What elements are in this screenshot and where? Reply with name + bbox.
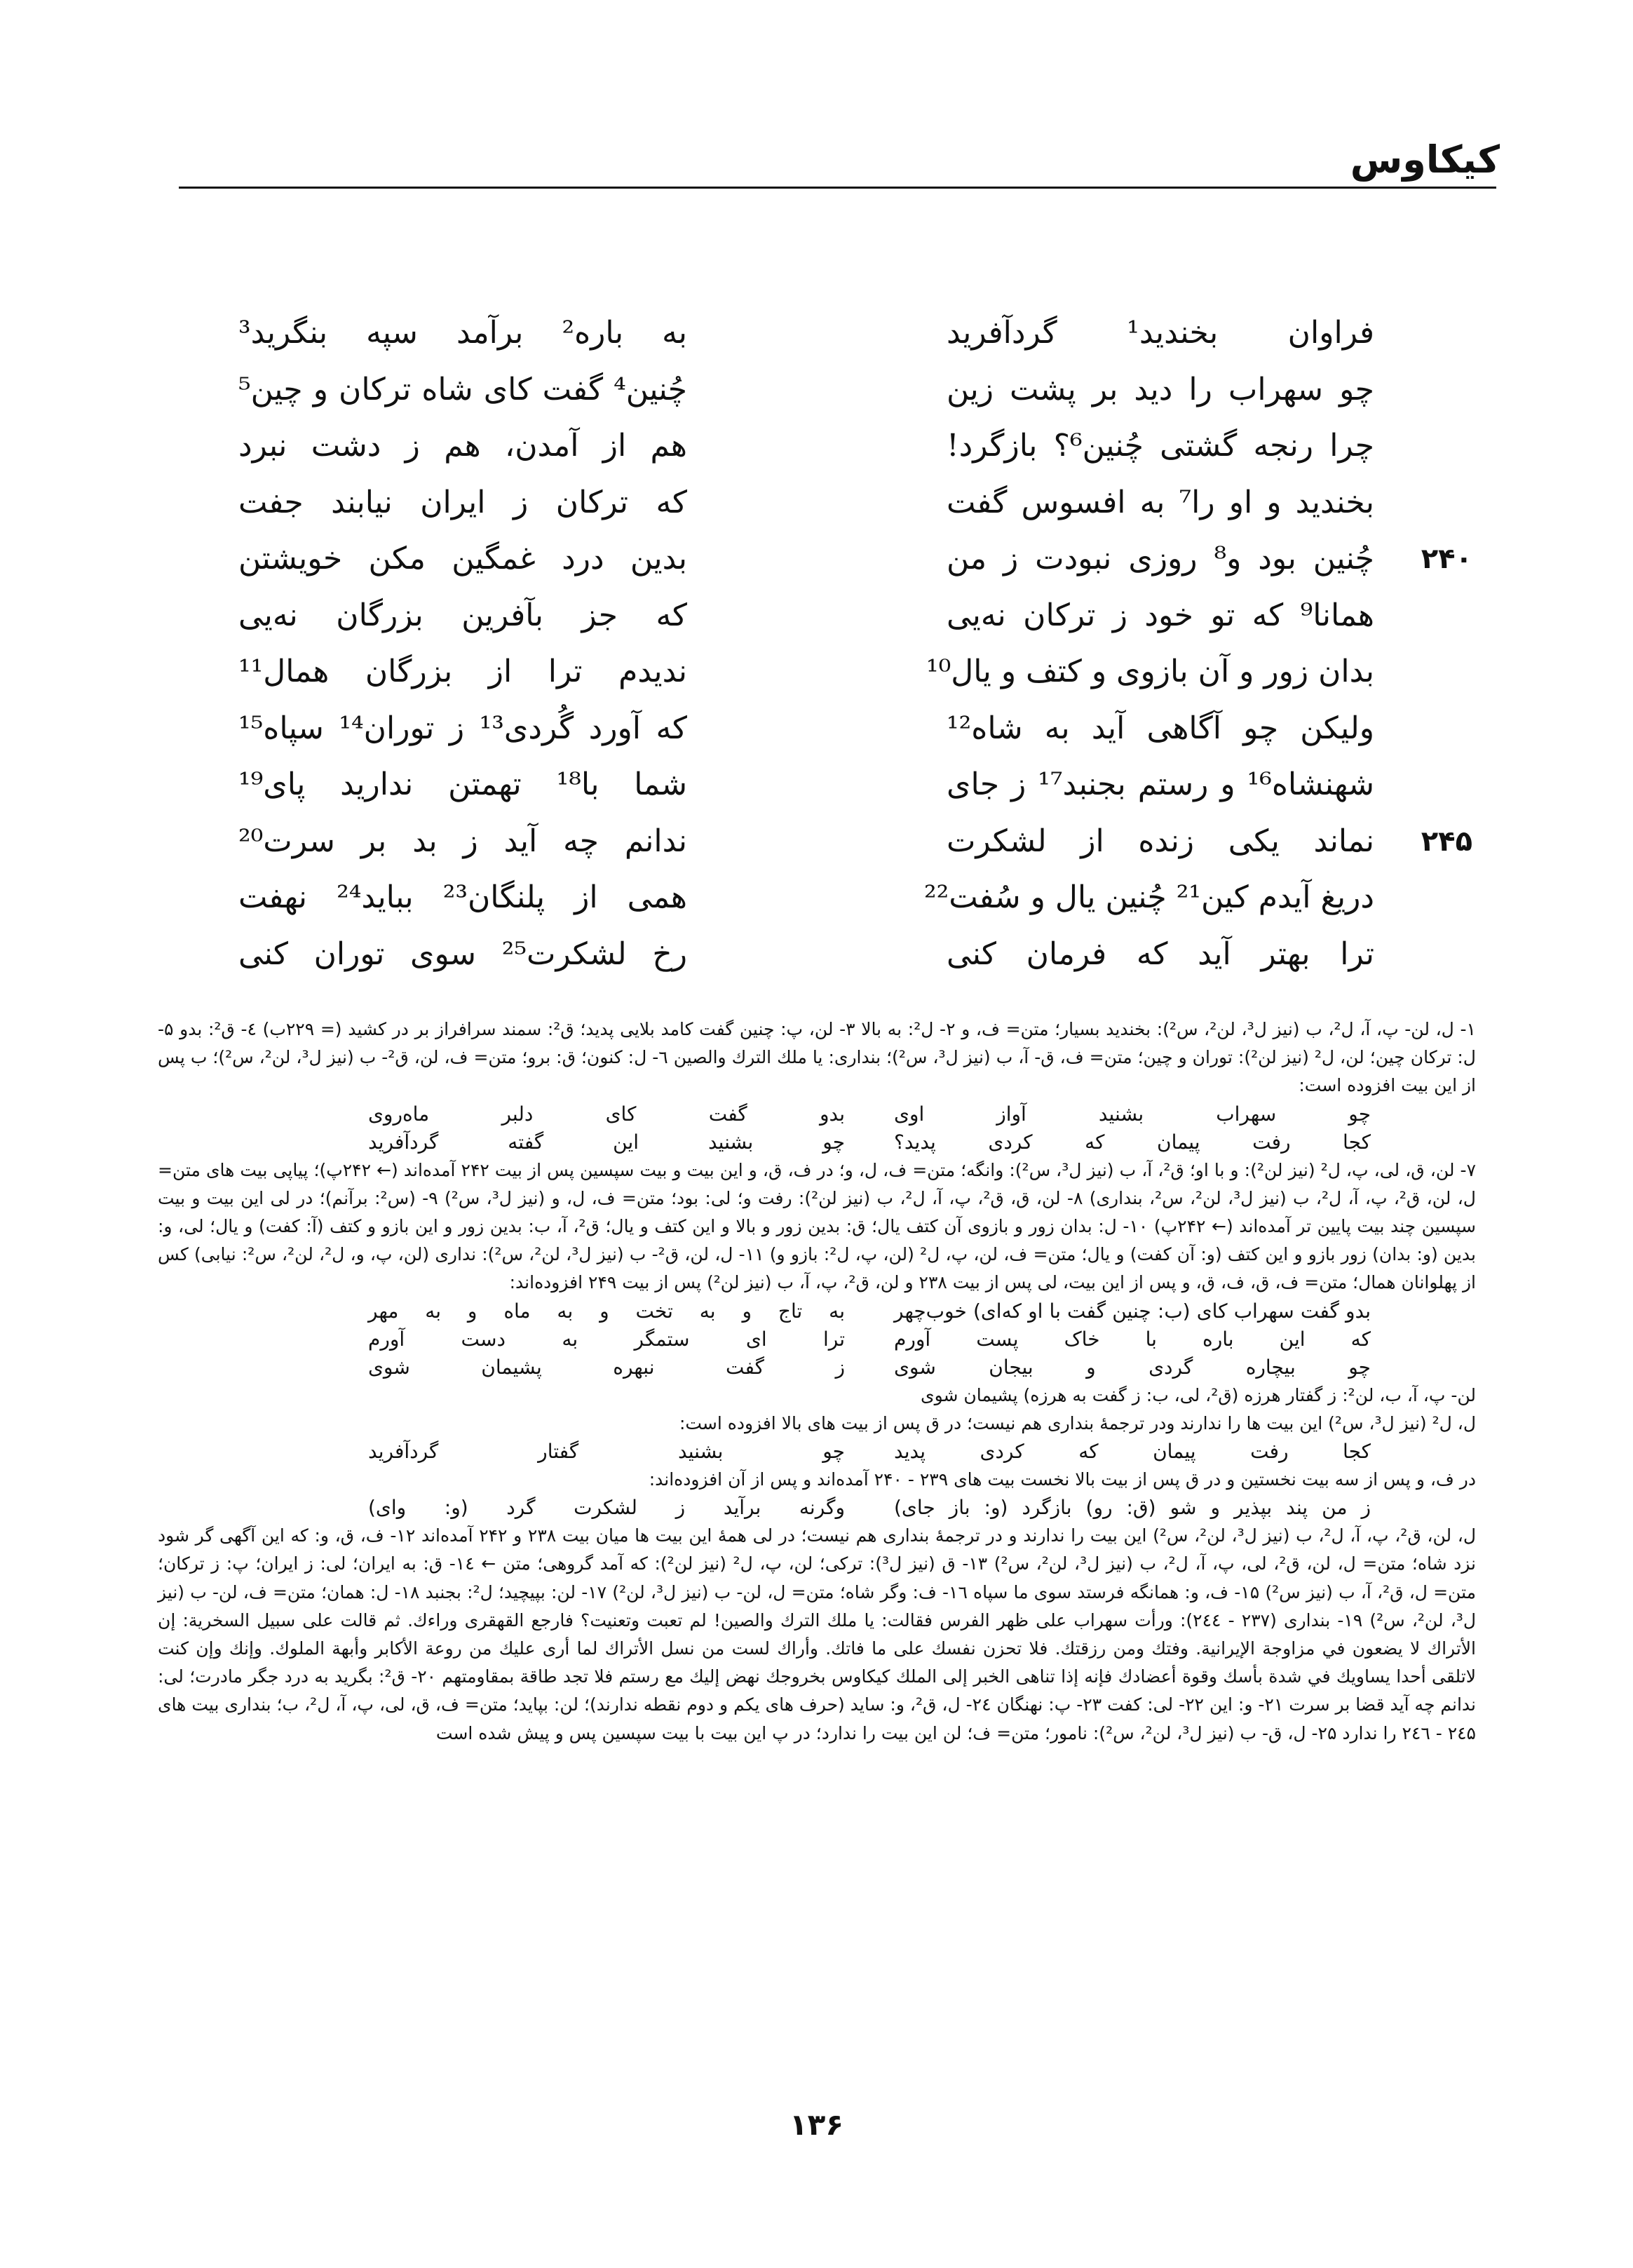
footnote-paragraph: ل، ل² (نیز ل³، س²) این بیت ها را ندارند ودر ترجمهٔ بنداری هم نیست؛ در ق پس از بیت های بالا افزوده است:	[679, 1412, 1476, 1433]
verse-line	[231, 644, 1451, 701]
footnote-verse	[368, 1494, 1371, 1522]
footnote-verse	[368, 1325, 1371, 1354]
footnote-paragraph: ل، لن، ق²، پ، آ، ل²، ب (نیز ل³، لن²، س²) این بیت را ندارند و در ترجمهٔ بنداری هم نیست؛ در لی همهٔ این بیت ها میان بیت ۲۳۸ و ۲۴۲ آمده‌اند ۱۲- ف، ق، و: که این آگهی گر شود نزد شاه؛ متن= ل، لن، ق²، لی، پ، آ، ل²، ب (نیز ل³، لن²، س²) ۱۳- ق (نیز ل³): ترکی؛ لن، پ، ل² (نیز لن²): که آمد گروهی؛ متن ← ۱٤- ق: به ایران؛ لی: ز ایران؛ پ: ز ترکان؛ متن= ل، ق²، آ، ب (نیز س²) ۱۵- ف، و: همانگه فرستد سوی ما سپاه ۱٦- ف: وگر شاه؛ متن= ل، لن- ب (نیز ل³، لن²) ۱۷- لن: بپیچید؛ ل²: بجنبد ۱۸- ل: همان؛ متن= ف، لن- ب (نیز ل³، لن²، س²) ۱۹- بنداری (۲۳۷ - ۲٤٤): ورأت سهراب على ظهر الفرس فقالت: يا ملك الترك والصين! لم تعبت وتعنيت؟ فارجع القهقرى وراءك. ثم قالت على سبيل السخرية: إن الأتراك لا يضعون في مزاوجة الإيرانية. وفتك ومن رزقتك. فلا تحزن نفسك على ما فاتك. وأراك لست من نسل الأتراك لما أرى عليك من روعة الأكابر وأبهة الملوك. وإنك وإن كنت لاتلقى أحدا يساويك في شدة بأسك وقوة أعضادك فإنه إذا تناهى الخبر إلى الملك كيكاوس بخروجك نهض إليك مع رستم فلا تجد طاقة بمقاومتهم ۲۰- ق²: بگرید به درد جگر مادرت؛ لی: ندانم چه آید قضا بر سرت ۲۱- و: این ۲۲- لی: کفت ۲۳- پ: نهنگان ۲٤- ل، ق²، و: ساید (حرف های یکم و دوم نقطه ندارند)؛ لن: بپاید؛ متن= ف، ق، لی، پ، آ، ل²، ب؛ بنداری بیت های ۲٤۵ - ۲٤٦ را ندارد ۲۵- ل، ق- ب (نیز ل³، لن²، س²): نامور؛ متن= ف؛ لن این بیت را ندارد؛ در پ این بیت با بیت سپسین پس و پیش شده است	[158, 1525, 1477, 1743]
hemistich-left: که آورد گُردی¹³ ز توران¹⁴ سپاه¹⁵	[238, 710, 687, 746]
verse-number: ۲۴۰	[1421, 543, 1472, 575]
footnote-paragraph: ۷- لن، ق، لی، پ، ل² (نیز لن²): و با او؛ ق²، آ، ب (نیز ل³، س²): وانگه؛ متن= ف، ل، و؛ در ف، ق، و این بیت و بیت سپسین پس از بیت ۲۴۲ آمده‌اند (← ۲۴۲پ)؛ پیاپی بیت های متن= ل، لن، ق²، پ، آ، ل²، ب (نیز ل³، لن²، س²، بنداری) ۸- لن، ق، ق²، پ، آ، ل²، ب (نیز لن²): رفت و؛ لی: بود؛ متن= ف، ل، و (نیز ل³، س²) ۹- (س²: برآنم)؛ در لی این بیت و بیت سپسین چند بیت پایین تر آمده‌اند (← ۲۴۲پ) ۱۰- ل: بدان زور و بازوی آن کتف یال؛ ق: بدین زور و بالا و این کتف و یال؛ ق²، آ، ب: بدین زور و این بازو و کتف (آ: کفت) و یال؛ لی، و: بدین (و: بدان) زور بازو و این کتف (و: آن کفت) و یال؛ متن= ف، لن، پ، ل² (لن، پ، ل²: بازو و) ۱۱- ل، لن، ق²- ب (نیز ل³، لن²، س²): نداری (لن، پ، و، ل²، لن²، س²: نیابی) کس از پهلوانان همال؛ متن= ف، ق، ف، ق، و پس از این بیت، لی پس از بیت ۲۳۸ و لن، ق²، پ، آ، ب (نیز لن²) پس از بیت ۲۴۹ افزوده‌اند:	[158, 1159, 1476, 1293]
footnote-hemistich: کجا رفت پیمان که کردی پدید؟	[894, 1130, 1371, 1154]
hemistich-left: چُنین⁴ گفت کای شاه ترکان و چین⁵	[238, 371, 687, 407]
footnote-hemistich: بدو گفت سهراب کای (ب: چنین گفت با او که‌ای) خوب‌چهر	[894, 1299, 1371, 1323]
hemistich-right: فراوان بخندید¹ گردآفرید	[947, 315, 1374, 351]
footnote-hemistich: بدو گفت کای دلبر ماه‌روی	[368, 1102, 845, 1126]
footnote-verse	[368, 1354, 1371, 1382]
hemistich-left: رخ لشکرت²⁵ سوی توران کنی	[238, 936, 687, 972]
footnote-verse	[368, 1100, 1371, 1128]
hemistich-right: چُنین بود و⁸ روزی نبودت ز من	[947, 541, 1374, 576]
hemistich-right: بخندید و او را⁷ به افسوس گفت	[947, 484, 1374, 520]
hemistich-right: دریغ آیدم کین²¹ چُنین یال و سُفت²²	[924, 879, 1374, 915]
verse-line	[231, 757, 1451, 814]
footnote-hemistich: ترا ای ستمگر به دست آورم	[368, 1327, 845, 1351]
hemistich-left: همی از پلنگان²³ بباید²⁴ نهفت	[238, 879, 687, 915]
verse-line	[231, 305, 1451, 362]
page-number: ۱۳۶	[790, 2107, 843, 2142]
hemistich-left: شما با¹⁸ تهمتن ندارید پای¹⁹	[238, 767, 687, 802]
footnote-hemistich: که این باره با خاک پست آورم	[894, 1327, 1371, 1351]
verse-line	[231, 418, 1451, 475]
footnote-verse	[368, 1297, 1371, 1325]
hemistich-left: بدین درد غمگین مکن خویشتن	[238, 541, 687, 576]
verse-line	[231, 870, 1451, 926]
verse-block	[231, 305, 1472, 983]
hemistich-right: ترا بهتر آید که فرمان کنی	[947, 936, 1374, 972]
footnote-hemistich: چو بشنید گفتار گردآفرید	[368, 1440, 845, 1464]
footnote-paragraph: ۱- ل، لن- پ، آ، ل²، ب (نیز ل³، لن²، س²): بخندید بسیار؛ متن= ف، و ۲- ل²: به بالا ۳- لن، پ: چنین گفت کامد بلایی پدید؛ ق²: سمند سرافراز بر در کشید (= ۲۲۹ب) ٤- ق²: بدو ۵- ل: ترکان چین؛ لن، ل² (نیز لن²): توران و چین؛ متن= ف، ق- آ، ب (نیز ل³، س²)؛ بنداری: یا ملك الترك والصين ٦- ل: کنون؛ ق: برو؛ متن= ف، لن، ق²- ب (نیز ل³، لن²، س²)؛ ب پس از این بیت افزوده است:	[158, 1019, 1476, 1096]
verse-line	[231, 531, 1472, 588]
hemistich-left: هم از آمدن، هم ز دشت نبرد	[238, 428, 687, 464]
footnote-hemistich: چو سهراب بشنید آواز اوی	[894, 1102, 1371, 1126]
header-rule	[179, 187, 1496, 189]
hemistich-left: که جز بآفرین بزرگان نه‌یی	[238, 597, 687, 633]
footnotes	[158, 1015, 1476, 1748]
page-header-title: کیکاوس	[1350, 137, 1500, 182]
verse-line	[231, 475, 1451, 532]
footnote-verse	[368, 1128, 1371, 1156]
footnote-hemistich: چو بشنید این گفته گردآفرید	[368, 1130, 845, 1154]
verse-line	[231, 701, 1451, 757]
hemistich-right: نماند یکی زنده از لشکرت	[947, 823, 1374, 859]
verse-line	[231, 926, 1451, 983]
footnote-paragraph: در ف، و پس از سه بیت نخستین و در ق پس از بیت بالا نخست بیت های ۲۳۹ - ۲۴۰ آمده‌اند و پس از آن افزوده‌اند:	[649, 1469, 1476, 1490]
verse-line	[231, 362, 1451, 419]
hemistich-left: ندانم چه آید ز بد بر سرت²⁰	[238, 823, 687, 859]
hemistich-left: ندیدم ترا از بزرگان همال¹¹	[238, 654, 687, 689]
hemistich-right: همانا⁹ که تو خود ز ترکان نه‌یی	[947, 597, 1374, 633]
hemistich-right: بدان زور و آن بازوی و کتف و یال¹⁰	[926, 654, 1374, 689]
verse-number: ۲۴۵	[1421, 825, 1472, 858]
hemistich-right: ولیکن چو آگاهی آید به شاه¹²	[947, 710, 1374, 746]
footnote-hemistich: به تاج و به تخت و به ماه و به مهر	[368, 1299, 845, 1323]
verse-line	[231, 814, 1472, 870]
hemistich-right: چرا رنجه گشتی چُنین⁶؟ بازگرد!	[947, 428, 1374, 464]
footnote-verse	[368, 1438, 1371, 1466]
hemistich-right: شهنشاه¹⁶ و رستم بجنبد¹⁷ ز جای	[947, 767, 1374, 802]
hemistich-left: که ترکان ز ایران نیابند جفت	[238, 484, 687, 520]
hemistich-left: به باره² برآمد سپه بنگرید³	[238, 315, 687, 351]
footnote-hemistich: کجا رفت پیمان که کردی پدید	[894, 1440, 1371, 1464]
footnote-hemistich: ز گفت نبهره پشیمان شوی	[368, 1355, 845, 1379]
footnote-paragraph: لن- پ، آ، ب، لن²: ز گفتار هرزه (ق²، لی، ب: ز گفت به هرزه) پشیمان شوی	[921, 1384, 1476, 1405]
hemistich-right: چو سهراب را دید بر پشت زین	[947, 371, 1374, 407]
footnote-hemistich: ز من پند بپذیر و شو (ق: رو) بازگرد (و: باز جای)	[894, 1496, 1371, 1520]
verse-line	[231, 588, 1451, 644]
footnote-hemistich: وگرنه برآید ز لشکرت گرد (و: وای)	[368, 1496, 845, 1520]
footnote-hemistich: چو بیچاره گردی و بیجان شوی	[894, 1355, 1371, 1379]
